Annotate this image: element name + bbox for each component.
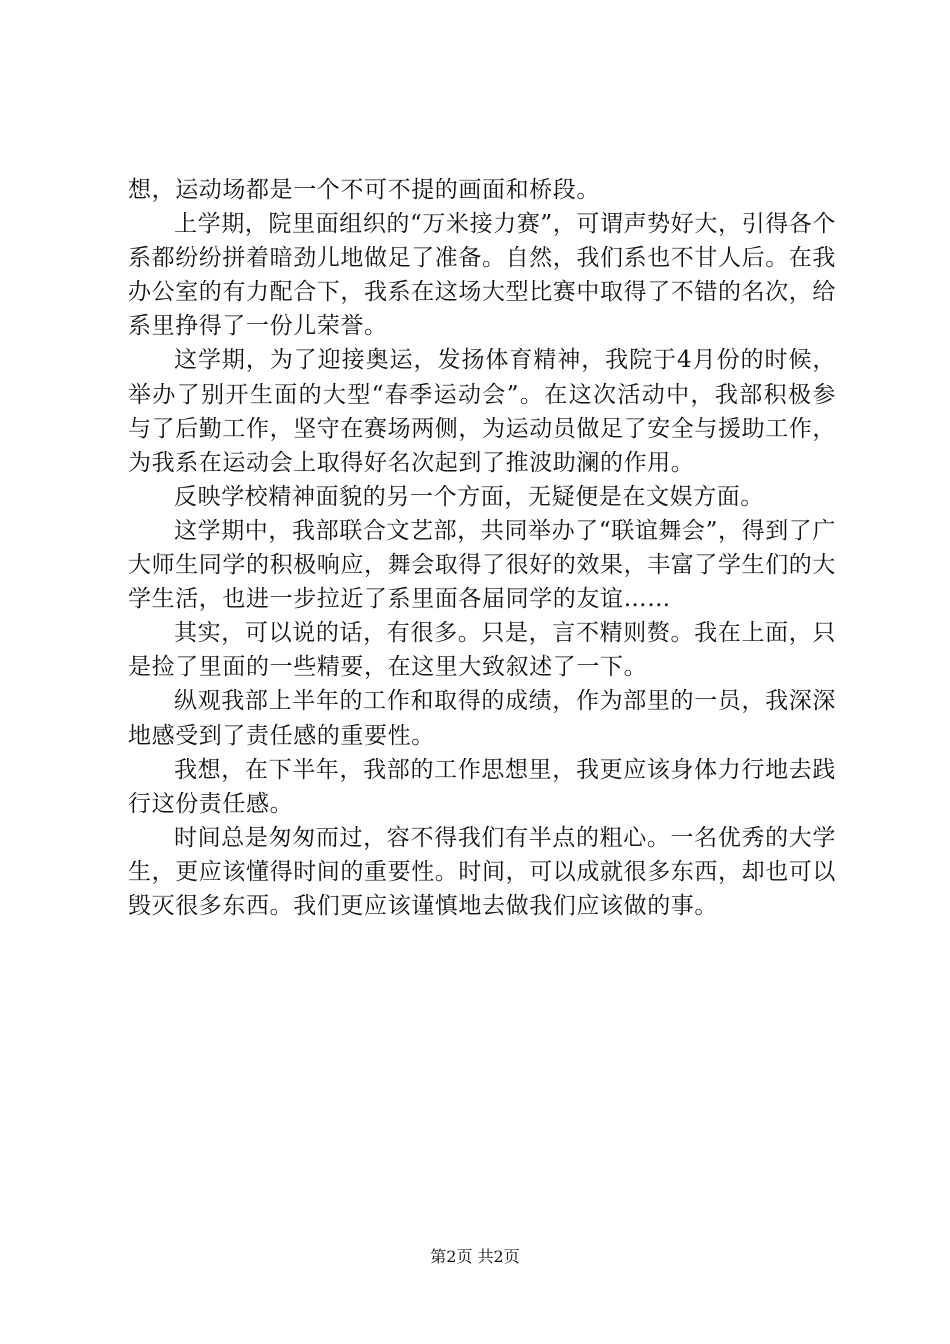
paragraph-2: 上学期，院里面组织的“万米接力赛”，可谓声势好大，引得各个系都纷纷拼着暗劲儿地做足了准备。自然，我们系也不甘人后。在我办公室的有力配合下，我系在这场大型比赛中取得了不错的名次，给系里挣得了一份儿荣誉。 — [128, 211, 836, 340]
page-footer — [0, 1244, 950, 1267]
paragraph-8: 我想，在下半年，我部的工作思想里，我更应该身体力行地去践行这份责任感。 — [128, 756, 836, 817]
paragraph-6: 其实，可以说的话，有很多。只是，言不精则赘。我在上面，只是捡了里面的一些精要，在这里大致叙述了一下。 — [128, 620, 836, 681]
paragraph-4: 反映学校精神面貌的另一个方面，无疑便是在文娱方面。 — [174, 483, 764, 510]
paragraph-3: 这学期，为了迎接奥运，发扬体育精神，我院于4月份的时候，举办了别开生面的大型“春季运动会”。在这次活动中，我部积极参与了后勤工作，坚守在赛场两侧，为运动员做足了安全与援助工作，为我系在运动会上取得好名次起到了推波助澜的作用。 — [128, 347, 836, 476]
paragraph-1: 想，运动场都是一个不可不提的画面和桥段。 — [128, 177, 600, 203]
paragraph-5: 这学期中，我部联合文艺部，共同举办了“联谊舞会”，得到了广大师生同学的积极响应，舞会取得了很好的效果，丰富了学生们的大学生活，也进一步拉近了系里面各届同学的友谊…… — [128, 517, 836, 613]
paragraph-7: 纵观我部上半年的工作和取得的成绩，作为部里的一员，我深深地感受到了责任感的重要性。 — [128, 688, 836, 749]
paragraph-9: 时间总是匆匆而过，容不得我们有半点的粗心。一名优秀的大学生，更应该懂得时间的重要性。时间，可以成就很多东西，却也可以毁灭很多东西。我们更应该谨慎地去做我们应该做的事。 — [128, 824, 836, 919]
page-number-label: 第2页 共2页 — [430, 1247, 520, 1266]
document-body — [128, 173, 836, 923]
